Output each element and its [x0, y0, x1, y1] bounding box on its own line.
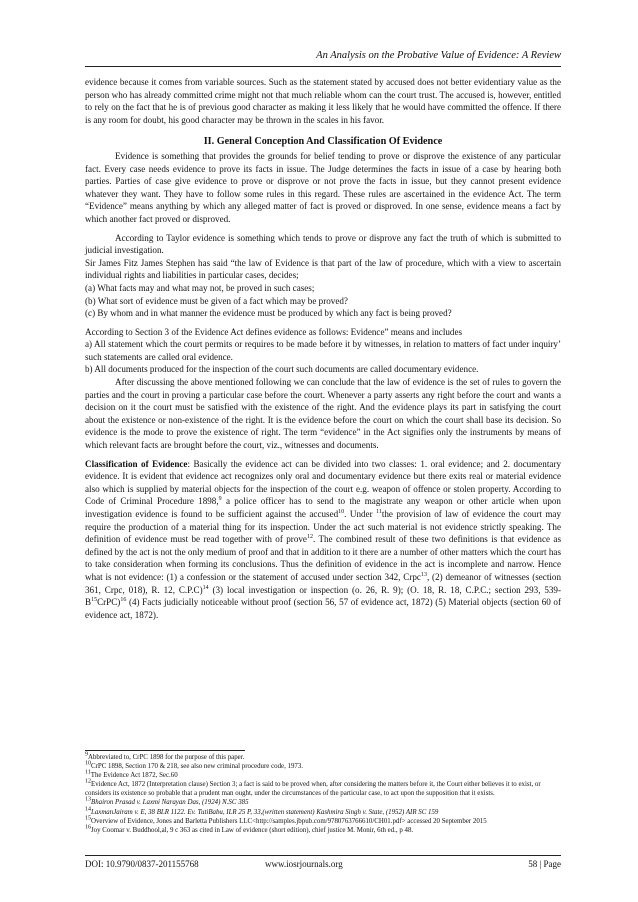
footnote-rule	[85, 750, 245, 751]
list-item: b) All documents produced for the inspection of the court such documents are called documentary evidence.	[85, 364, 479, 375]
text-run: (4) Facts judicially noticeable without proof (section 56, 57 of evidence act, 1872) (5) Material objects (section 60 of evidence act, 1872).	[85, 597, 561, 620]
footnote	[85, 771, 561, 780]
text-run: CrPC)	[97, 597, 121, 608]
intro-paragraph: evidence because it comes from variable sources. Such as the statement stated by accused does not better evidentiary value as the person who has already committed crime might not that much reliable whom can the court trust. The accused is, however, entitled to rely on the fact that he is of previous good character as making it less likely that he would have committed the offence. If there is any room for doubt, his good character may be thrown in the scales in his favor.	[85, 77, 561, 125]
section-heading: II. General Conception And Classification Of Evidence	[203, 136, 443, 148]
footnote-number: 14	[85, 806, 91, 813]
footnote	[85, 762, 561, 771]
footnote-text: Evidence Act, 1872 (Interpretation clause) Section 3; a fact is said to be proved when, after considering the matters before it, the Court either believes it to exist, or considers its existence so probable that a prudent man ought, under the circumstances of the particular case, to act upon the supposition that it exists.	[85, 781, 541, 798]
journal-link[interactable]: www.iosrjournals.org	[265, 859, 343, 869]
footnotes	[85, 753, 561, 835]
footnote-number: 16	[85, 824, 91, 831]
footnote	[85, 826, 561, 835]
paragraph: According to Section 3 of the Evidence Act defines evidence as follows: Evidence” means and includes	[85, 326, 463, 337]
footnote-ref[interactable]: 13	[420, 571, 427, 578]
header-rule	[85, 66, 561, 67]
list-item: (b) What sort of evidence must be given of a fact which may be proved?	[85, 295, 348, 306]
footnote-ref[interactable]: 9	[218, 496, 222, 503]
text-run: . Under	[344, 509, 377, 519]
footnote-text: Bhairon Prasad v. Laxmi Narayan Das, (1924) N.SC 385	[91, 799, 249, 807]
footnote-number: 12	[85, 778, 91, 785]
footnote-ref[interactable]: 15	[91, 597, 98, 604]
paragraph: After discussing the above mentioned following we can conclude that the law of evidence is the set of rules to govern the parties and the court in proving a particular case before the court. Whenever a party asserts any right before the court and wants a decision on it the court must be satisfied with the existence of the right. And the evidence plays its part in satisfying the court about the existence or non-existence of the right. It is the evidence before the court on which the court shall base its decision. So evidence is the mode to prove the existence of right. The term “evidence” in the Act signifies only the instruments by means of which relevant facts are brought before the court, viz., witnesses and documents.	[85, 377, 561, 451]
footnote-number: 9	[85, 751, 88, 758]
text-run: a police officer has to send to the magistrate any weapon or other article when upon investigation evidence is found to be sufficient against the accused	[85, 496, 561, 519]
footnote-text: CrPC 1898, Section 170 & 218, see also new criminal procedure code, 1973.	[91, 763, 304, 771]
list-item: (a) What facts may and what may not, be proved in such cases;	[85, 282, 315, 293]
running-head: An Analysis on the Probative Value of Evidence: A Review	[316, 50, 561, 61]
text-run: , (2) demeanor of witnesses (section 361, Crpc, 018), R. 12, C.P.C)	[85, 571, 561, 595]
footnote	[85, 780, 561, 798]
footnote-ref[interactable]: 11	[376, 508, 382, 515]
paragraph: Sir James Fitz James Stephen has said “the law of Evidence is that part of the law of procedure, which with a view to ascertain individual rights and liabilities in particular cases, decides;	[85, 257, 561, 281]
footnote-number: 10	[85, 760, 91, 767]
footnote	[85, 798, 561, 807]
footnote-ref[interactable]: 16	[120, 597, 127, 604]
footnote-ref[interactable]: 14	[202, 584, 209, 591]
footnote-number: 13	[85, 797, 91, 804]
classification-label: Classification of Evidence	[85, 458, 188, 469]
paragraph: According to Taylor evidence is something which tends to prove or disprove any fact the truth of which is submitted to judicial investigation.	[85, 232, 561, 256]
footnote-number: 15	[85, 815, 91, 822]
footer-rule	[85, 855, 561, 856]
page-footer	[85, 859, 561, 869]
footnote	[85, 753, 561, 762]
footnote-ref[interactable]: 12	[306, 534, 313, 541]
text-run: : Basically the evidence act can be divided into two classes: 1. oral evidence; and 2. documentary evidence. It is evident that evidence act recognizes only oral and documentary evidence but there exits real or material evidence also which is supplied by material objects for the inspection of the court e.g. weapon of offence or stolen property. According to Code of Criminal Procedure 1898,	[85, 458, 561, 507]
footnote-text: The Evidence Act 1872, Sec.60	[90, 772, 178, 780]
classification-paragraph	[85, 458, 561, 622]
footnote	[85, 808, 561, 817]
text-run: (3) local investigation or inspection (o. 26, R. 9); (O. 18, R. 18, C.P.C.; section 293, 539-B	[85, 584, 562, 608]
list-item: a) All statement which the court permits or requires to be made before it by witnesses, in relation to matters of fact under inquiry’ such statements are called oral evidence.	[85, 339, 561, 362]
paragraph: Evidence is something that provides the grounds for belief tending to prove or disprove the existence of any particular fact. Every case needs evidence to prove its facts in issue. The Judge determines the facts in issue of a case by hearing both parties. Parties of case give evidence to prove or disprove or not prove the facts in issue, but they cannot present evidence whatever they want. They have to follow some rules in this regard. These rules are ascertained in the evidence Act. The term “Evidence” means anything by which any alleged matter of fact is proved or disproved. In one sense, evidence means a fact by which another fact proved or disproved.	[85, 150, 561, 224]
footnote-number: 11	[85, 769, 91, 776]
page-number: 58 | Page	[528, 859, 561, 869]
list-item: (c) By whom and in what manner the evidence must be produced by which any fact is being proved?	[85, 308, 452, 319]
text-run: . The combined result of these two definitions is that evidence as defined by the act is not the only medium of proof and that in addition to it there are a number of other matters which the court has to take consideration when forming its conclusions. Thus the definition of evidence in the act is incomplete and narrow. Hence what is not evidence: (1) a confession or the statement of accused under section 342, Crpc	[85, 534, 561, 582]
doi-text: DOI: 10.9790/0837-201155768	[85, 859, 199, 869]
footnote-text: LaxmanJairam v. E, 38 BLR 1122. Ev. TutiBabu, ILR 25 P, 33,(written statement) Kashmira Singh v. State, (1952) AIR SC 159	[91, 808, 439, 816]
footnote-text: Abbreviated to, CrPC 1898 for the purpose of this paper.	[88, 754, 245, 761]
text-run: the provision of law of evidence the court may require the production of a material thing for its inspection. Under the act such material is not evidence strictly speaking. The definition of evidence must be read together with of prove	[85, 509, 562, 545]
footnote	[85, 817, 561, 826]
article-body	[85, 76, 561, 621]
footnote-text[interactable]: Overview of Evidence, Jones and Barletta Publishers LLC<http://samples.jbpub.com/9780763766610/CH01.pdf> accessed 20 September 2015	[91, 817, 487, 825]
footnote-text: Joy Coomar v. Buddhool,al, 9 c 363 as cited in Law of evidence (short edition), chief justice M. Monir, 6th ed., p 48.	[91, 826, 414, 834]
footnote-ref[interactable]: 10	[338, 508, 345, 515]
